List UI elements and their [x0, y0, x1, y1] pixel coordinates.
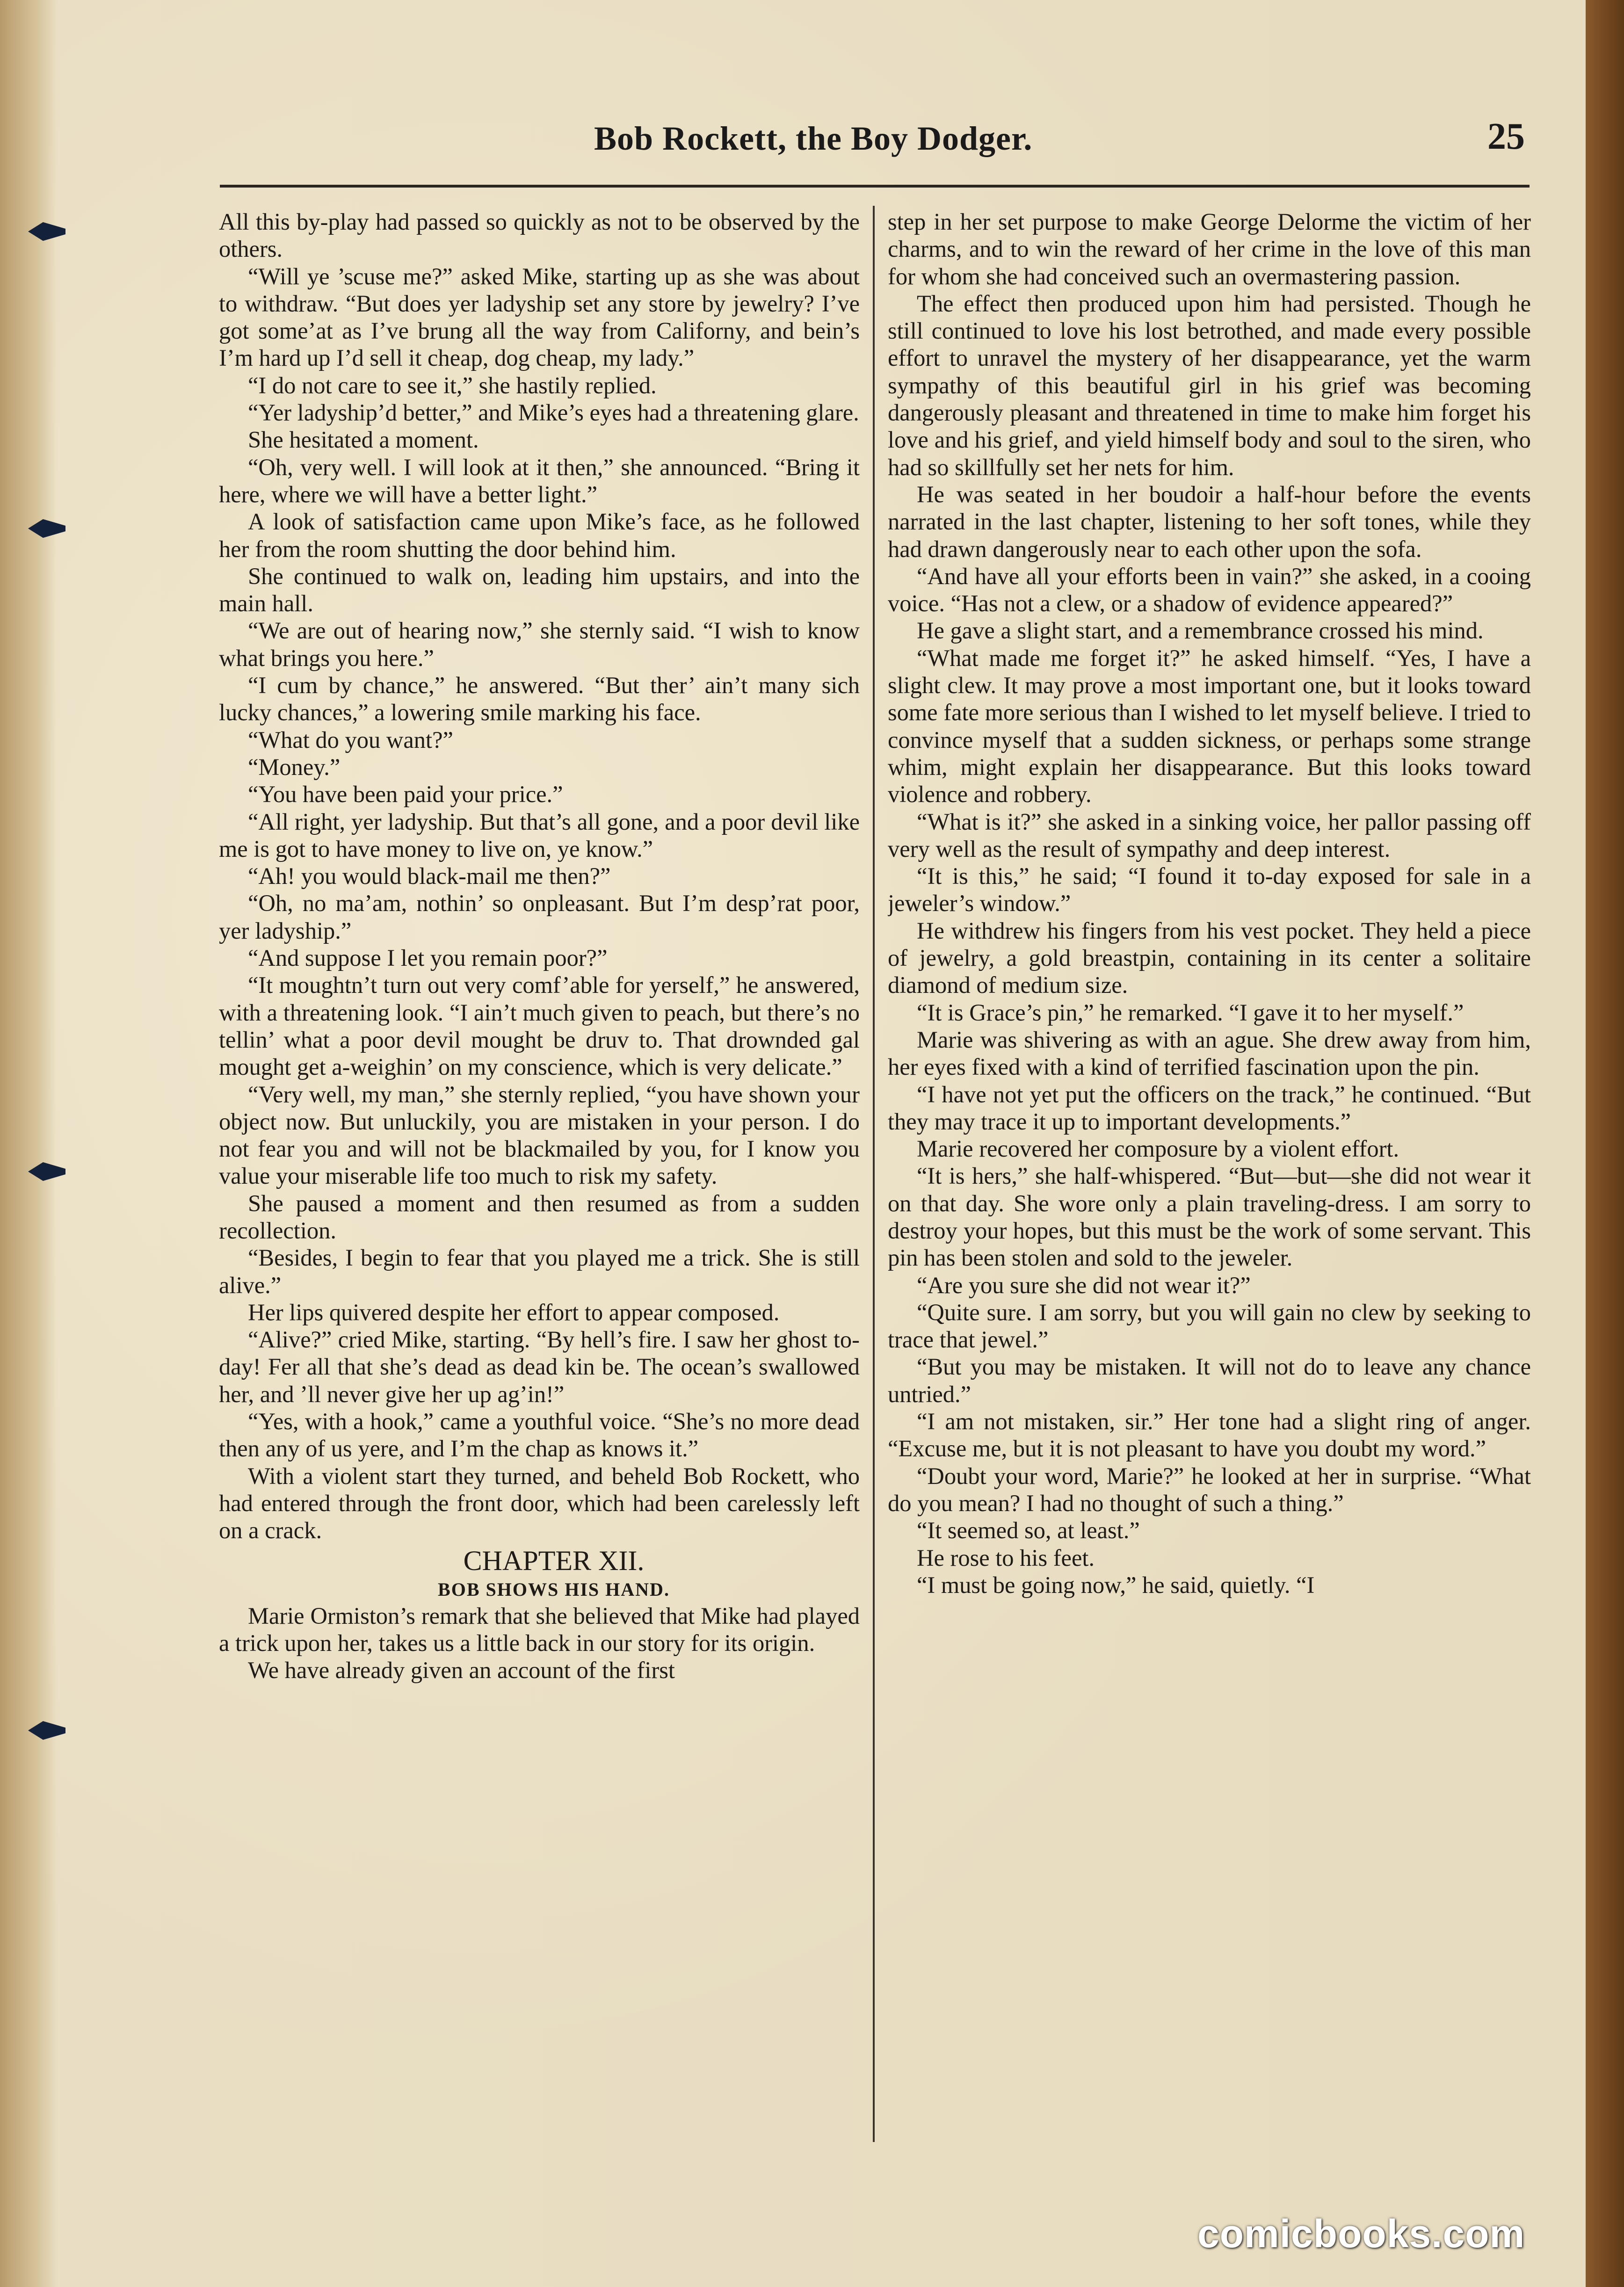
background-edge	[1586, 0, 1624, 2287]
paragraph: “Very well, my man,” she sternly replied, “you have shown your object now. But unluckily, you are mistaken in your person. I do not fear you and will not be blackmailed by you, for I know you value your miserable life too much to risk my safety.	[219, 1081, 860, 1189]
paragraph: “Oh, no ma’am, nothin’ so onpleasant. But I’m desp’rat poor, yer ladyship.”	[219, 890, 860, 944]
paragraph: “What do you want?”	[248, 726, 453, 753]
paragraph: He was seated in her boudoir a half-hour before the events narrated in the last chapter, listening to her soft tones, while they had drawn dangerously near to each other upon the sofa.	[888, 481, 1531, 562]
paragraph: “Besides, I begin to fear that you played me a trick. She is still alive.”	[219, 1245, 860, 1298]
paragraph: She hesitated a moment.	[248, 427, 479, 453]
paragraph: The effect then produced upon him had persisted. Though he still continued to love his lost betrothed, and made every possible effort to unravel the mystery of her disappearance, yet the warm sympathy of this beautiful girl in his grief was becoming dangerously pleasant and threatened in time to make him forget his love and his grief, and yield himself body and soul to the siren, who had so skillfully set her nets for him.	[888, 290, 1531, 480]
paragraph: “We are out of hearing now,” she sternly said. “I wish to know what brings you here.”	[219, 617, 860, 671]
paragraph: All this by-play had passed so quickly as not to be observed by the others.	[219, 209, 860, 262]
paragraph: “It seemed so, at least.”	[917, 1517, 1140, 1544]
chapter-title: BOB SHOWS HIS HAND.	[438, 1578, 670, 1600]
paragraph: Marie was shivering as with an ague. She drew away from him, her eyes fixed with a kind of terrified fascination upon the pin.	[888, 1026, 1531, 1080]
paragraph: “I have not yet put the officers on the track,” he continued. “But they may trace it up to important developments.”	[888, 1081, 1531, 1135]
paragraph: A look of satisfaction came upon Mike’s face, as he followed her from the room shutting the door behind him.	[219, 508, 860, 562]
paragraph: “It moughtn’t turn out very comf’able for yerself,” he answered, with a threatening look. “I ain’t much given to peach, but there’s no tellin’ what a poor devil mought be druv to. That drownded gal mought get a-weighin’ on my conscience, which is very delicate.”	[219, 972, 860, 1080]
paragraph: He gave a slight start, and a remembrance crossed his mind.	[917, 617, 1484, 644]
paragraph: “It is Grace’s pin,” he remarked. “I gave it to her myself.”	[917, 999, 1464, 1026]
paragraph: “But you may be mistaken. It will not do to leave any chance untried.”	[888, 1353, 1531, 1407]
paragraph: “Doubt your word, Marie?” he looked at her in surprise. “What do you mean? I had no thought of such a thing.”	[888, 1462, 1531, 1516]
paragraph: Marie Ormiston’s remark that she believed that Mike had played a trick upon her, takes us a little back in our story for its origin.	[219, 1602, 860, 1656]
paragraph: “You have been paid your price.”	[248, 781, 563, 808]
paragraph: “I cum by chance,” he answered. “But ther’ ain’t many sich lucky chances,” a lowering smile marking his face.	[219, 672, 860, 726]
paragraph: “All right, yer ladyship. But that’s all gone, and a poor devil like me is got to have money to live on, ye know.”	[219, 808, 860, 862]
header-rule	[220, 185, 1530, 188]
paragraph: “And have all your efforts been in vain?” she asked, in a cooing voice. “Has not a clew, or a shadow of evidence appeared?”	[888, 563, 1531, 617]
page-header	[0, 116, 1544, 171]
paragraph: She paused a moment and then resumed as from a sudden recollection.	[219, 1190, 860, 1244]
paragraph: He rose to his feet.	[917, 1544, 1095, 1571]
paragraph: Her lips quivered despite her effort to appear composed.	[248, 1299, 780, 1325]
paragraph: “Money.”	[248, 753, 341, 780]
paragraph: “What is it?” she asked in a sinking voice, her pallor passing off very well as the result of sympathy and deep interest.	[888, 808, 1531, 862]
paragraph: We have already given an account of the first	[248, 1657, 675, 1684]
paragraph: “Yes, with a hook,” came a youthful voice. “She’s no more dead then any of us yere, and I’m the chap as knows it.”	[219, 1408, 860, 1462]
left-text-column	[219, 208, 860, 2144]
page-number: 25	[1487, 116, 1525, 157]
paragraph: “It is this,” he said; “I found it to-day exposed for sale in a jeweler’s window.”	[888, 863, 1531, 917]
paragraph: She continued to walk on, leading him upstairs, and into the main hall.	[219, 563, 860, 617]
paragraph: “I must be going now,” he said, quietly. “I	[917, 1571, 1315, 1598]
watermark: comicbooks.com	[1197, 2212, 1525, 2256]
paragraph: “What made me forget it?” he asked himself. “Yes, I have a slight clew. It may prove a most important one, but it looks toward some fate more serious than I wished to let myself believe. I tried to convince myself that a sudden sickness, or perhaps some strange whim, might explain her disappearance. But this looks toward violence and robbery.	[888, 644, 1531, 808]
binding-spine	[0, 0, 56, 2287]
paragraph: “And suppose I let you remain poor?”	[248, 945, 608, 971]
paragraph: “Oh, very well. I will look at it then,” she announced. “Bring it here, where we will have a better light.”	[219, 454, 860, 507]
paragraph: Marie recovered her composure by a violent effort.	[917, 1136, 1399, 1162]
paragraph: “I am not mistaken, sir.” Her tone had a slight ring of anger. “Excuse me, but it is not pleasant to have you doubt my word.”	[888, 1408, 1531, 1462]
column-divider	[873, 206, 875, 2142]
running-title: Bob Rockett, the Boy Dodger.	[594, 120, 1033, 157]
right-text-column	[888, 208, 1531, 2144]
paragraph: “Ah! you would black-mail me then?”	[248, 863, 611, 890]
paragraph: “It is hers,” she half-whispered. “But—but—she did not wear it on that day. She wore only a plain traveling-dress. I am sorry to destroy your hopes, but this must be the work of some servant. This pin has been stolen and sold to the jeweler.	[888, 1163, 1531, 1271]
paragraph: step in her set purpose to make George Delorme the victim of her charms, and to win the reward of her crime in the love of this man for whom she had conceived such an overmastering passion.	[888, 209, 1531, 289]
paragraph: He withdrew his fingers from his vest pocket. They held a piece of jewelry, a gold breastpin, containing in its center a solitaire diamond of medium size.	[888, 917, 1531, 999]
paragraph: “I do not care to see it,” she hastily replied.	[248, 372, 657, 398]
chapter-heading: CHAPTER XII.	[463, 1545, 645, 1576]
paragraph: “Alive?” cried Mike, starting. “By hell’s fire. I saw her ghost to-day! Fer all that she’s dead as dead kin be. The ocean’s swallowed her, and ’ll never give her up ag’in!”	[219, 1326, 860, 1407]
paragraph: “Yer ladyship’d better,” and Mike’s eyes had a threatening glare.	[248, 399, 859, 426]
paragraph: With a violent start they turned, and beheld Bob Rockett, who had entered through the front door, which had been carelessly left on a crack.	[219, 1462, 860, 1544]
paragraph: “Quite sure. I am sorry, but you will gain no clew by seeking to trace that jewel.”	[888, 1299, 1531, 1353]
paragraph: “Will ye ’scuse me?” asked Mike, starting up as she was about to withdraw. “But does yer ladyship set any store by jewelry? I’ve got some’at as I’ve brung all the way from Californy, and bein’s I’m hard up I’d sell it cheap, dog cheap, my lady.”	[219, 263, 860, 371]
paragraph: “Are you sure she did not wear it?”	[917, 1272, 1251, 1298]
